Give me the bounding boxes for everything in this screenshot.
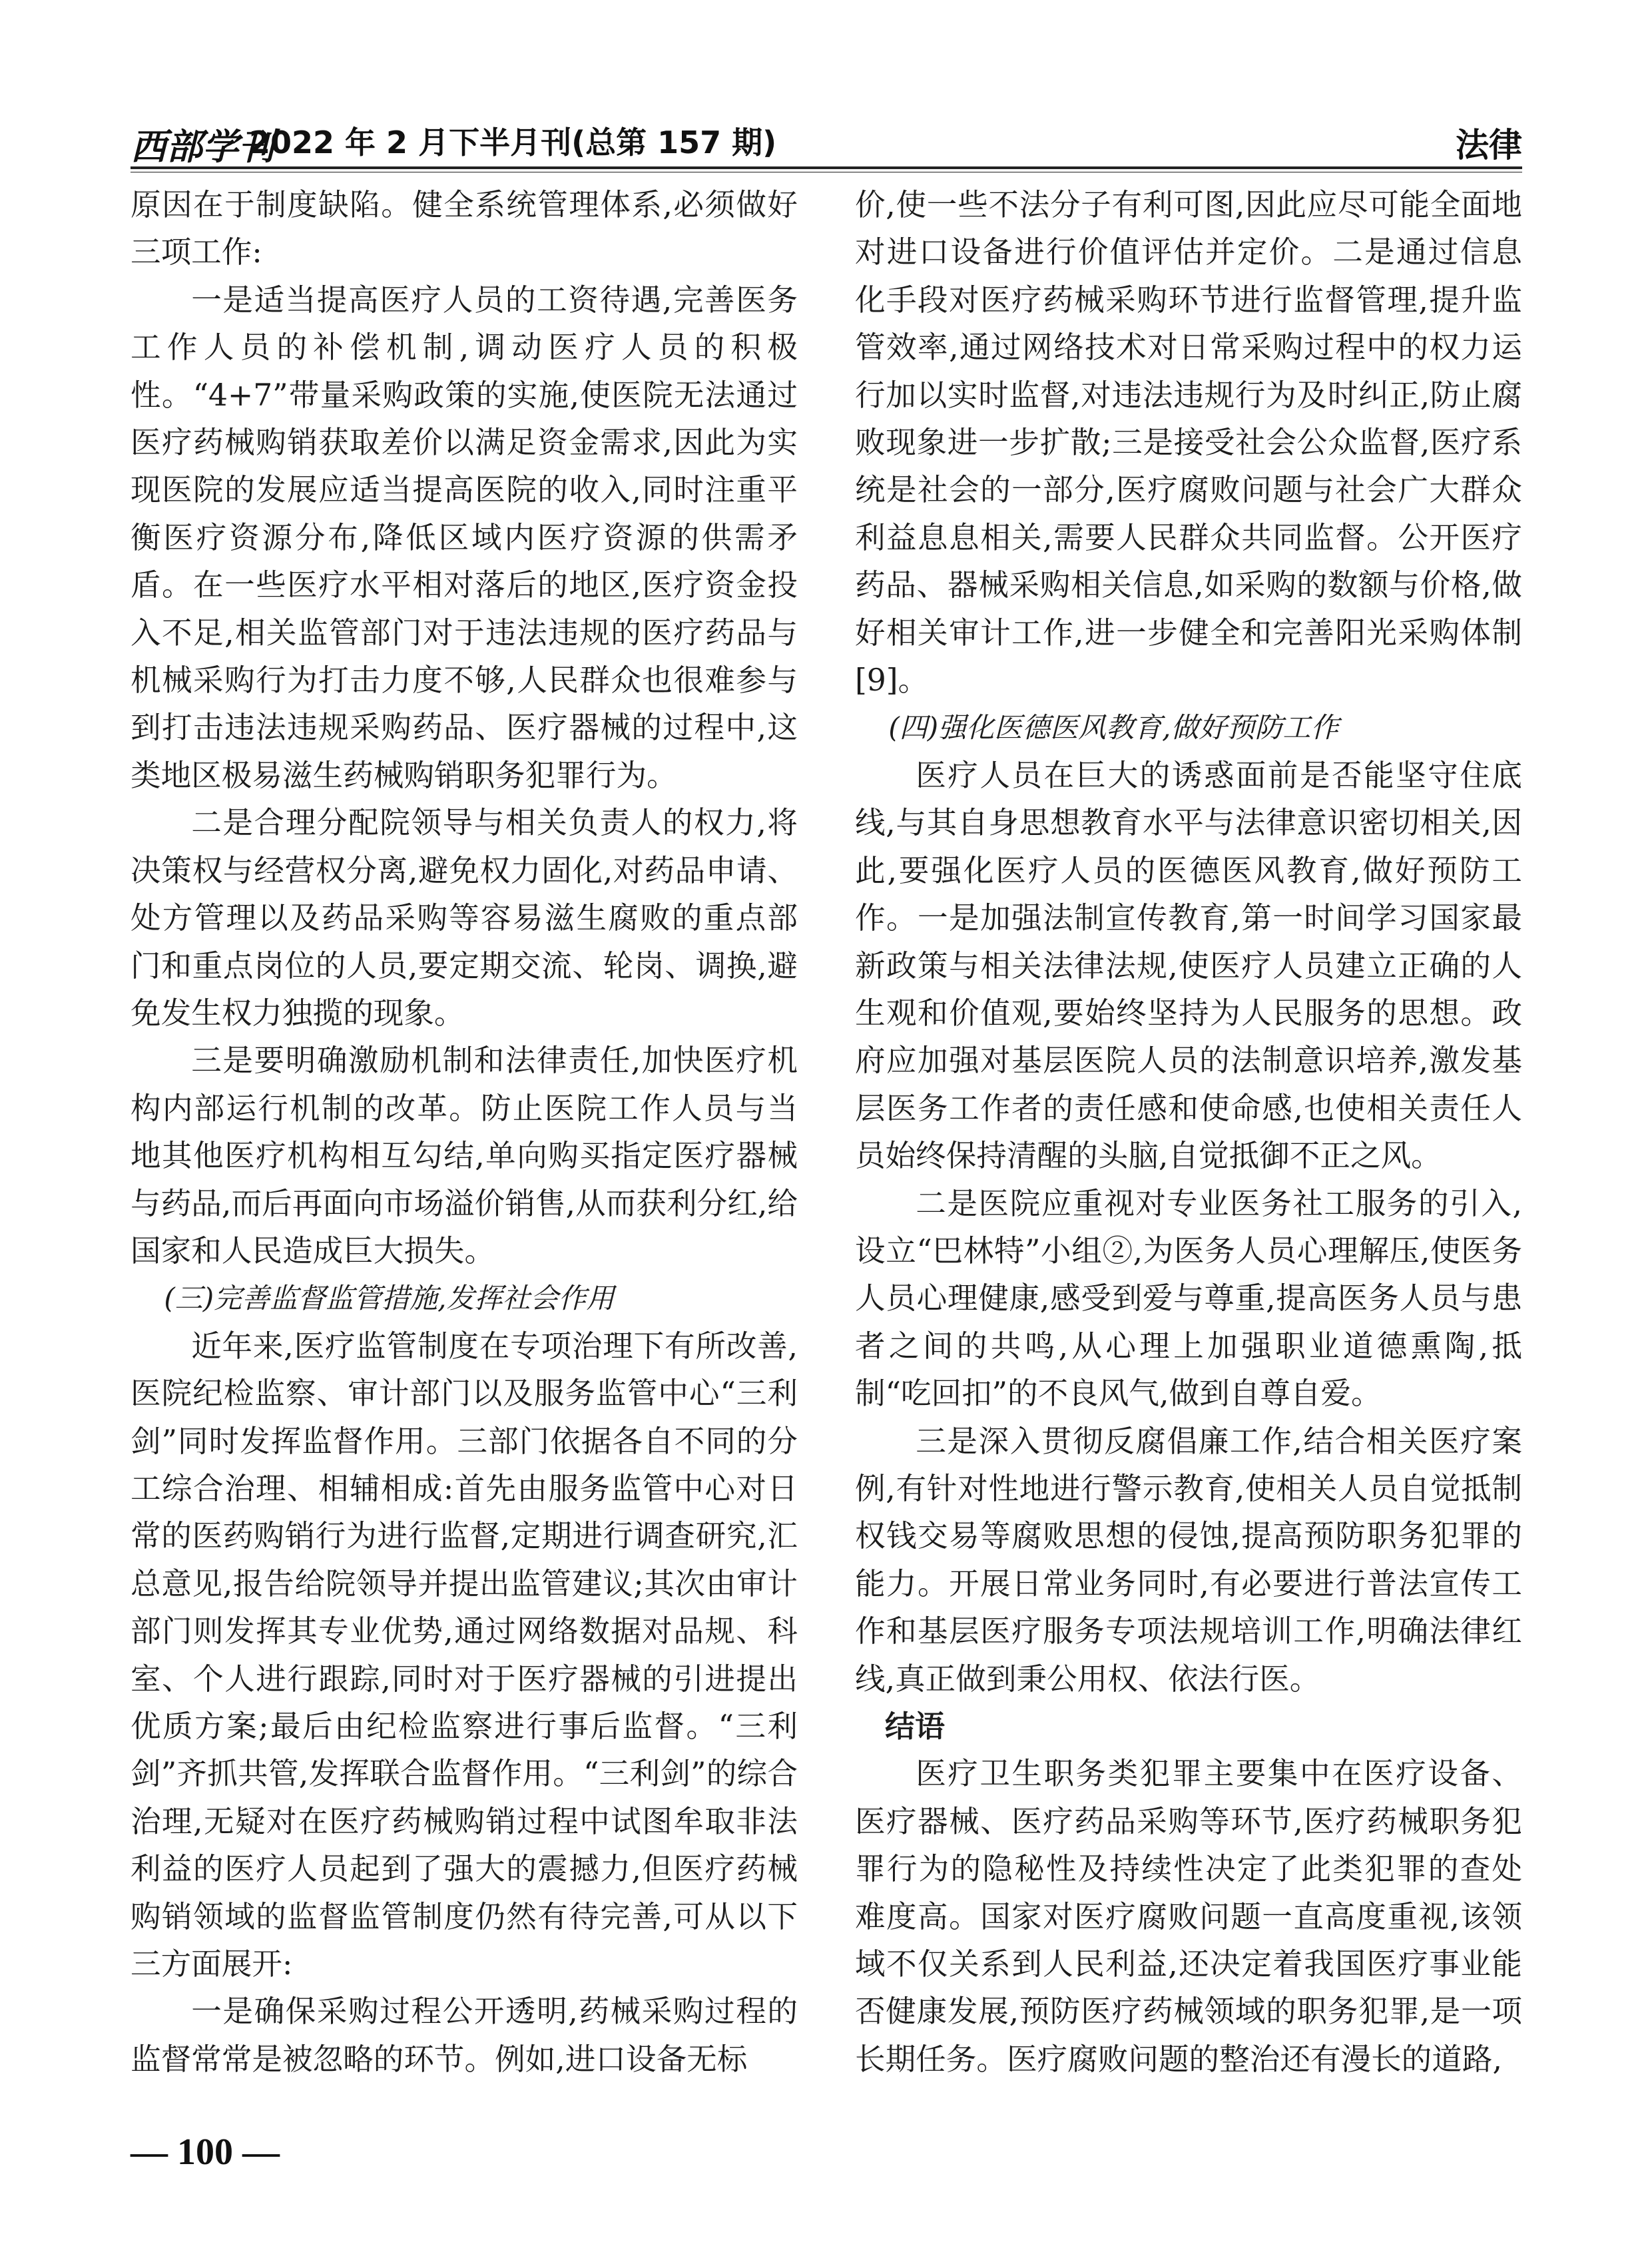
section-heading: 结语 — [885, 1709, 946, 1744]
subsection-heading: (四)强化医德医风教育,做好预防工作 — [888, 711, 1339, 744]
section-label: 法律 — [1456, 126, 1522, 164]
subsection-heading: (三)完善监督监管措施,发挥社会作用 — [164, 1282, 615, 1315]
paragraph: 价,使一些不法分子有利可图,因此应尽可能全面地对进口设备进行价值评估并定价。二是通过信息化手段对医疗药械采购环节进行监督管理,提升监管效率,通过网络技术对日常采购过程中的权力运行加以实时监督,对违法违规行为及时纠正,防止腐败现象进一步扩散;三是接受社会公众监督,医疗系统是社会的一部分,医疗腐败问题与社会广大群众利益息息相关,需要人民群众共同监督。公开医疗药品、器械采购相关信息,如采购的数额与价格,做好相关审计工作,进一步健全和完善阳光采购体制[9]。 — [855, 187, 1522, 699]
paragraph: 二是医院应重视对专业医务社工服务的引入,设立“巴林特”小组②,为医务人员心理解压,使医务人员心理健康,感受到爱与尊重,提高医务人员与患者之间的共鸣,从心理上加强职业道德熏陶,抵制“吃回扣”的不良风气,做到自尊自爱。 — [855, 1185, 1522, 1412]
paragraph: 医疗人员在巨大的诱惑面前是否能坚守住底线,与其自身思想教育水平与法律意识密切相关,因此,要强化医疗人员的医德医风教育,做好预防工作。一是加强法制宣传教育,第一时间学习国家最新政策与相关法律法规,使医疗人员建立正确的人生观和价值观,要始终坚持为人民服务的思想。政府应加强对基层医院人员的法制意识培养,激发基层医务工作者的责任感和使命感,也使相关责任人员始终保持清醒的头脑,自觉抵御不正之风。 — [855, 757, 1522, 1174]
right-column — [855, 181, 1522, 2083]
page-header — [131, 100, 1522, 166]
paragraph: 近年来,医疗监管制度在专项治理下有所改善,医院纪检监察、审计部门以及服务监管中心“三利剑”同时发挥监督作用。三部门依据各自不同的分工综合治理、相辅相成:首先由服务监管中心对日常的医药购销行为进行监督,定期进行调查研究,汇总意见,报告给院领导并提出监管建议;其次由审计部门则发挥其专业优势,通过网络数据对品规、科室、个人进行跟踪,同时对于医疗器械的引进提出优质方案;最后由纪检监察进行事后监督。“三利剑”齐抓共管,发挥联合监督作用。“三利剑”的综合治理,无疑对在医疗药械购销过程中试图牟取非法利益的医疗人员起到了强大的震撼力,但医疗药械购销领域的监督监管制度仍然有待完善,可从以下三方面展开: — [131, 1328, 798, 1982]
paragraph: 三是深入贯彻反腐倡廉工作,结合相关医疗案例,有针对性地进行警示教育,使相关人员自觉抵制权钱交易等腐败思想的侵蚀,提高预防职务犯罪的能力。开展日常业务同时,有必要进行普法宣传工作和基层医疗服务专项法规培训工作,明确法律红线,真正做到秉公用权、依法行医。 — [855, 1423, 1522, 1697]
paragraph: 医疗卫生职务类犯罪主要集中在医疗设备、医疗器械、医疗药品采购等环节,医疗药械职务犯罪行为的隐秘性及持续性决定了此类犯罪的查处难度高。国家对医疗腐败问题一直高度重视,该领域不仅关系到人民利益,还决定着我国医疗事业能否健康发展,预防医疗药械领域的职务犯罪,是一项长期任务。医疗腐败问题的整治还有漫长的道路, — [855, 1756, 1522, 2077]
header-rule — [131, 166, 1522, 172]
paragraph: 二是合理分配院领导与相关负责人的权力,将决策权与经营权分离,避免权力固化,对药品申请、处方管理以及药品采购等容易滋生腐败的重点部门和重点岗位的人员,要定期交流、轮岗、调换,避免发生权力独揽的现象。 — [131, 805, 798, 1031]
issue-info: 2022 年 2 月下半月刊(总第 157 期) — [249, 125, 777, 160]
paragraph: 原因在于制度缺陷。健全系统管理体系,必须做好三项工作: — [131, 187, 798, 270]
page-number: — 100 — — [131, 2131, 280, 2173]
paragraph: 一是适当提高医疗人员的工资待遇,完善医务工作人员的补偿机制,调动医疗人员的积极性。“4+7”带量采购政策的实施,使医院无法通过医疗药械购销获取差价以满足资金需求,因此为实现医院的发展应适当提高医院的收入,同时注重平衡医疗资源分布,降低区域内医疗资源的供需矛盾。在一些医疗水平相对落后的地区,医疗资金投入不足,相关监管部门对于违法违规的医疗药品与机械采购行为打击力度不够,人民群众也很难参与到打击违法违规采购药品、医疗器械的过程中,这类地区极易滋生药械购销职务犯罪行为。 — [131, 282, 798, 793]
journal-logo: 西部学刊 — [131, 125, 274, 168]
paragraph: 三是要明确激励机制和法律责任,加快医疗机构内部运行机制的改革。防止医院工作人员与当地其他医疗机构相互勾结,单向购买指定医疗器械与药品,而后再面向市场溢价销售,从而获利分红,给国家和人民造成巨大损失。 — [131, 1043, 798, 1268]
paragraph: 一是确保采购过程公开透明,药械采购过程的监督常常是被忽略的环节。例如,进口设备无标 — [131, 1994, 798, 2077]
left-column — [131, 181, 798, 2083]
